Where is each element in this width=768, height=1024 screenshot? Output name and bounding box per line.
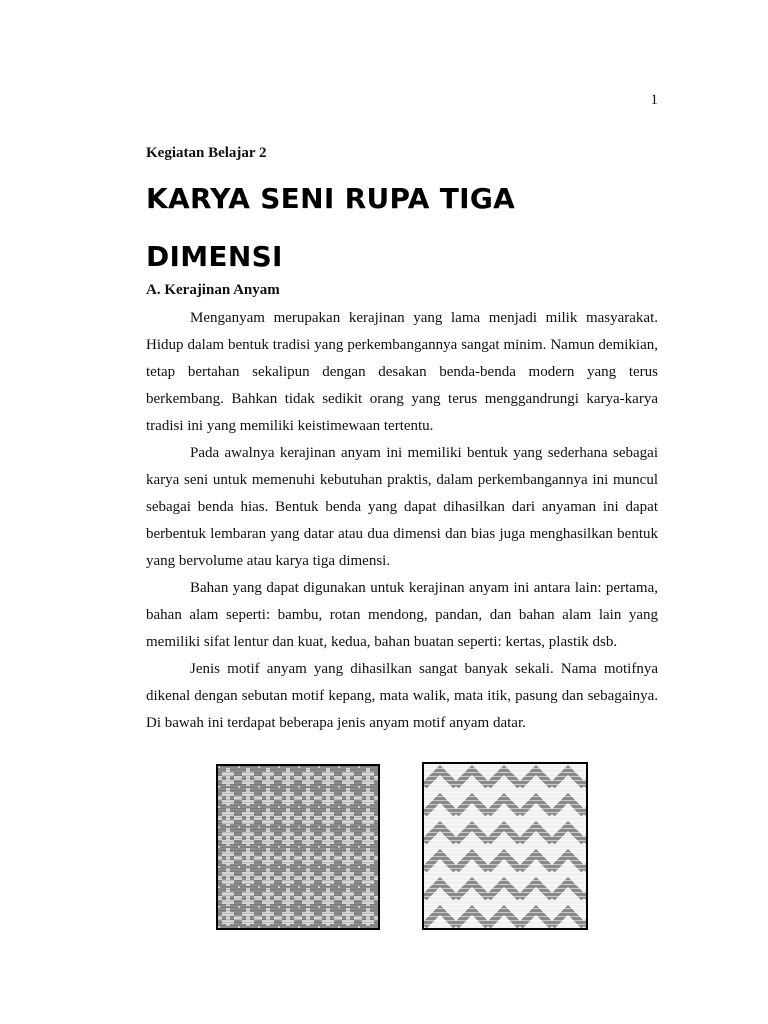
page-title (146, 170, 666, 286)
title-line-1: KARYA SENI RUPA TIGA (146, 182, 516, 215)
lesson-kicker: Kegiatan Belajar 2 (146, 145, 267, 161)
paragraph-1: Menganyam merupakan kerajinan yang lama menjadi milik masyarakat. Hidup dalam bentuk tradisi yang perkembangannya sangat minim. Namun demikian, tetap bertahan sekalipun dengan desakan benda-benda modern yang terus berkembang. Bahkan tidak sedikit orang yang terus menggandrungi karya-karya tradisi ini yang memiliki keistimewaan tertentu. (146, 310, 658, 434)
paragraph-3: Bahan yang dapat digunakan untuk kerajinan anyam ini antara lain: pertama, bahan alam seperti: bambu, rotan mendong, pandan, dan bahan alam lain yang memiliki sifat lentur dan kuat, kedua, bahan buatan seperti: kertas, plastik dsb. (146, 580, 658, 650)
title-line-2: DIMENSI (146, 240, 283, 273)
body-text (146, 305, 658, 737)
section-heading: A. Kerajinan Anyam (146, 282, 280, 298)
paragraph-2: Pada awalnya kerajinan anyam ini memiliki bentuk yang sederhana sebagai karya seni untuk memenuhi kebutuhan praktis, dalam perkembangannya ini muncul sebagai benda hias. Bentuk benda yang dapat dihasilkan dari anyaman ini dapat berbentuk lembaran yang datar atau dua dimensi dan bias juga menghasilkan bentuk yang bervolume atau karya tiga dimensi. (146, 445, 658, 569)
weave-diamond-motif-image (216, 764, 380, 930)
weave-figures (216, 764, 588, 930)
page-number: 1 (650, 92, 658, 108)
weave-zigzag-motif-image (422, 762, 588, 930)
paragraph-4: Jenis motif anyam yang dihasilkan sangat banyak sekali. Nama motifnya dikenal dengan sebutan motif kepang, mata walik, mata itik, pasung dan sebagainya. Di bawah ini terdapat beberapa jenis anyam motif anyam datar. (146, 661, 658, 731)
